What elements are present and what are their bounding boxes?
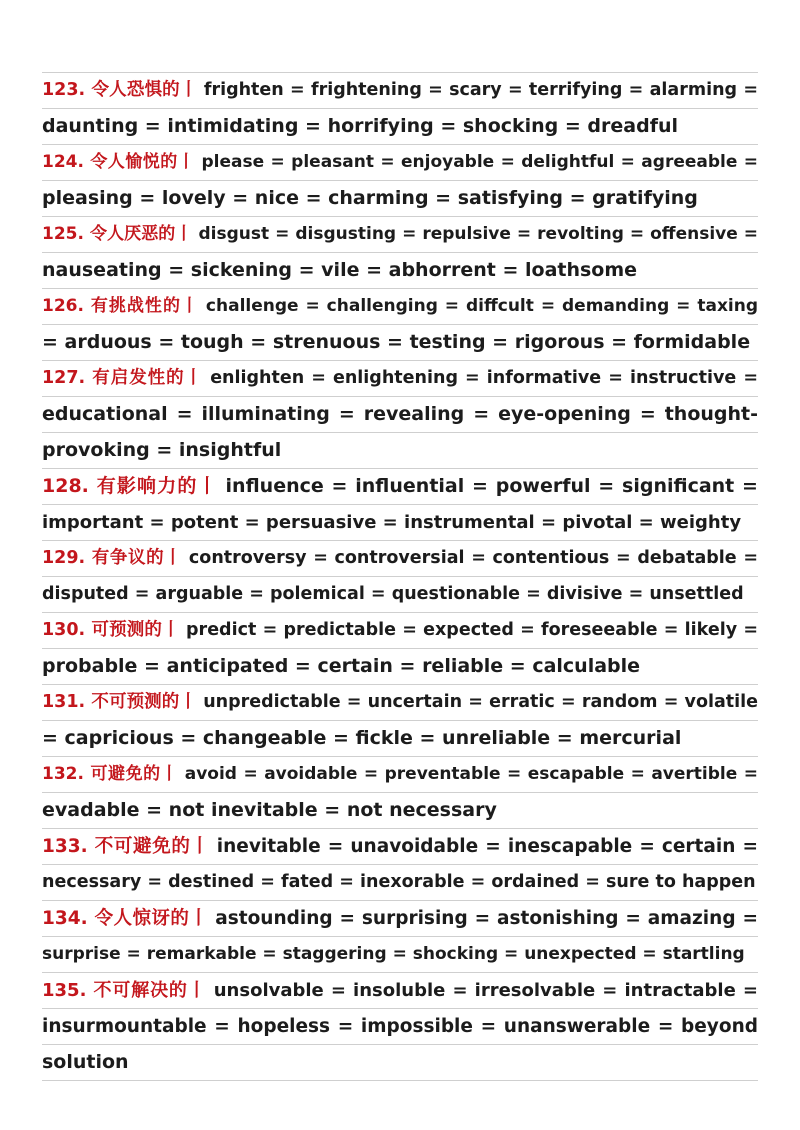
entry-continuation-line xyxy=(42,793,758,829)
synonym-text: probable = anticipated = certain = reliable = calculable xyxy=(42,655,641,677)
entry-heading-line xyxy=(42,757,758,793)
entry-chinese-term: 有挑战性的丨 xyxy=(90,296,199,316)
entry-heading-line xyxy=(42,613,758,649)
entry-continuation-line xyxy=(42,937,758,973)
entry-chinese-term: 不可预测的丨 xyxy=(91,692,197,712)
entry-number: 123. xyxy=(42,80,86,100)
synonym-text: evadable = not inevitable = not necessary xyxy=(42,799,497,821)
entry-number: 124. xyxy=(42,152,84,172)
entry-chinese-term: 有影响力的丨 xyxy=(96,475,218,497)
synonym-text: disputed = arguable = polemical = questionable = divisive = unsettled xyxy=(42,584,744,604)
synonym-text: inevitable = unavoidable = inescapable = certain = xyxy=(216,836,758,857)
entry-number: 128. xyxy=(42,475,89,497)
entry-number: 126. xyxy=(42,296,84,316)
entry-number: 130. xyxy=(42,620,86,640)
synonym-text: important = potent = persuasive = instrumental = pivotal = weighty xyxy=(42,512,742,533)
entry-number: 134. xyxy=(42,908,88,929)
entry-heading-line xyxy=(42,217,758,253)
entry-continuation-line xyxy=(42,181,758,217)
entry-continuation-line xyxy=(42,577,758,613)
entry-chinese-term: 不可避免的丨 xyxy=(94,836,210,857)
synonym-text: unsolvable = insoluble = irresolvable = intractable = xyxy=(213,980,758,1001)
entry-heading-line xyxy=(42,829,758,865)
entry-heading xyxy=(42,224,192,244)
entry-heading-line xyxy=(42,973,758,1009)
entry-chinese-term: 令人愉悦的丨 xyxy=(90,152,196,172)
synonym-text: controversy = controversial = contentious = debatable = xyxy=(188,548,758,568)
entry-chinese-term: 令人惊讶的丨 xyxy=(94,908,209,929)
entry-number: 131. xyxy=(42,692,86,712)
entry-number: 135. xyxy=(42,980,87,1001)
entry-heading xyxy=(42,764,178,784)
synonym-text: influence = influential = powerful = significant = xyxy=(225,475,758,497)
synonym-text: solution xyxy=(42,1051,129,1073)
entry-heading xyxy=(42,908,208,929)
synonym-text: astounding = surprising = astonishing = amazing = xyxy=(215,908,758,929)
entry-heading-line xyxy=(42,361,758,397)
entry-continuation-line xyxy=(42,721,758,757)
entry-number: 125. xyxy=(42,224,84,244)
entry-chinese-term: 有启发性的丨 xyxy=(92,368,204,388)
synonym-text: enlighten = enlightening = informative = instructive = xyxy=(210,368,758,388)
entry-chinese-term: 可避免的丨 xyxy=(90,764,179,784)
entry-continuation-line xyxy=(42,865,758,901)
synonym-text: unpredictable = uncertain = erratic = random = volatile xyxy=(203,692,758,712)
entry-continuation-line xyxy=(42,325,758,361)
synonym-text: please = pleasant = enjoyable = delightful = agreeable = xyxy=(201,152,758,172)
entry-heading xyxy=(42,836,210,857)
entry-number: 127. xyxy=(42,368,86,388)
synonym-text: pleasing = lovely = nice = charming = satisfying = gratifying xyxy=(42,187,698,209)
entry-heading xyxy=(42,368,203,388)
entry-heading-line xyxy=(42,73,758,109)
entry-heading-line xyxy=(42,469,758,505)
vocabulary-list xyxy=(42,72,758,1081)
synonym-text: = capricious = changeable = fickle = unreliable = mercurial xyxy=(42,727,682,749)
entry-chinese-term: 令人恐惧的丨 xyxy=(91,80,198,100)
entry-heading xyxy=(42,475,218,497)
entry-heading xyxy=(42,80,198,100)
entry-continuation-line xyxy=(42,253,758,289)
entry-chinese-term: 可预测的丨 xyxy=(91,620,180,640)
entry-number: 133. xyxy=(42,836,88,857)
entry-continuation-line xyxy=(42,649,758,685)
entry-heading-line xyxy=(42,289,758,325)
entry-number: 132. xyxy=(42,764,84,784)
synonym-text: disgust = disgusting = repulsive = revolting = offensive = xyxy=(198,224,758,244)
entry-heading xyxy=(42,980,207,1001)
synonym-text: daunting = intimidating = horrifying = shocking = dreadful xyxy=(42,115,679,137)
entry-chinese-term: 令人厌恶的丨 xyxy=(89,224,193,244)
synonym-text: insurmountable = hopeless = impossible = unanswerable = beyond xyxy=(42,1016,758,1037)
entry-heading xyxy=(42,620,180,640)
entry-continuation-line xyxy=(42,505,758,541)
entry-heading-line xyxy=(42,685,758,721)
entry-heading xyxy=(42,548,182,568)
entry-heading xyxy=(42,692,197,712)
synonym-text: necessary = destined = fated = inexorable = ordained = sure to happen xyxy=(42,872,756,892)
synonym-text: challenge = challenging = diffcult = demanding = taxing xyxy=(205,296,758,316)
entry-heading-line xyxy=(42,541,758,577)
synonym-text: surprise = remarkable = staggering = shocking = unexpected = startling xyxy=(42,944,745,964)
synonym-text: avoid = avoidable = preventable = escapable = avertible = xyxy=(184,764,758,784)
entry-number: 129. xyxy=(42,548,86,568)
synonym-text: = arduous = tough = strenuous = testing = rigorous = formidable xyxy=(42,331,751,353)
synonym-text: provoking = insightful xyxy=(42,439,282,461)
entry-chinese-term: 不可解决的丨 xyxy=(93,980,207,1001)
synonym-text: frighten = frightening = scary = terrifying = alarming = xyxy=(203,80,758,100)
entry-continuation-line xyxy=(42,397,758,433)
entry-continuation-line xyxy=(42,109,758,145)
entry-heading-line xyxy=(42,145,758,181)
synonym-text: nauseating = sickening = vile = abhorrent = loathsome xyxy=(42,259,638,281)
entry-continuation-line xyxy=(42,1009,758,1045)
entry-heading xyxy=(42,296,199,316)
entry-chinese-term: 有争议的丨 xyxy=(91,548,183,568)
entry-heading-line xyxy=(42,901,758,937)
synonym-text: predict = predictable = expected = foreseeable = likely = xyxy=(186,620,758,640)
synonym-text: educational = illuminating = revealing = eye-opening = thought- xyxy=(42,403,758,425)
entry-continuation-line xyxy=(42,433,758,469)
entry-heading xyxy=(42,152,195,172)
entry-continuation-line xyxy=(42,1045,758,1081)
